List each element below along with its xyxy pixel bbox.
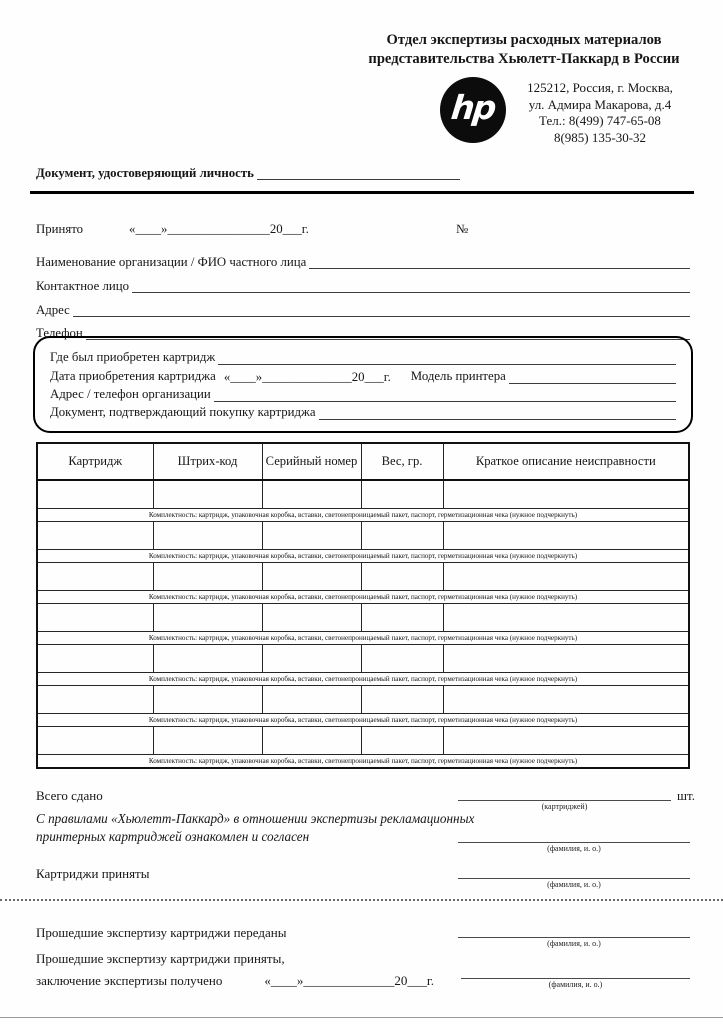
cartridges-accepted-signature <box>458 878 690 889</box>
tear-off-dotted-line <box>0 899 723 901</box>
table-cell-empty <box>443 522 689 550</box>
kit-note-row <box>37 714 689 727</box>
received-caption: (фамилия, и. о.) <box>548 980 603 989</box>
col-header-barcode: Штрих-код <box>153 443 262 480</box>
kit-note-row <box>37 673 689 686</box>
total-signature <box>458 800 671 811</box>
table-cell-empty <box>443 563 689 591</box>
kit-note: Комплектность: картридж, упаковочная коробка, вставки, светонепроницаемый пакет, паспорт, герметизационная чека (нужное подчеркнуть) <box>37 673 689 686</box>
received-line1: Прошедшие экспертизу картриджи приняты, <box>36 951 285 966</box>
kit-note: Комплектность: картридж, упаковочная коробка, вставки, светонепроницаемый пакет, паспорт, герметизационная чека (нужное подчеркнуть) <box>37 714 689 727</box>
address-line: Тел.: 8(499) 747-65-08 <box>539 113 661 128</box>
table-cell-empty <box>262 604 361 632</box>
table-cell-empty <box>262 686 361 714</box>
purchase-org-contact-blank <box>214 387 676 402</box>
received-date-row <box>36 968 456 988</box>
table-cell-empty <box>443 727 689 755</box>
purchase-doc-row <box>50 402 676 420</box>
purchase-date-blank: «____»______________20___г. <box>223 369 391 384</box>
purchase-doc-blank <box>319 405 676 420</box>
table-row <box>37 522 689 550</box>
purchase-place-row <box>50 347 676 365</box>
passed-expertise-signature <box>458 937 690 948</box>
table-cell-empty <box>153 727 262 755</box>
printer-model-label: Модель принтера <box>410 368 506 383</box>
organization-name-blank <box>309 254 690 269</box>
hp-logo-text: hp <box>449 87 497 127</box>
page-bottom-edge <box>0 1017 723 1018</box>
total-caption: (картриджей) <box>541 802 588 811</box>
table-cell-empty <box>153 686 262 714</box>
table-row <box>37 645 689 673</box>
table-cell-empty <box>262 563 361 591</box>
total-signature-line <box>458 800 671 801</box>
contact-person-blank <box>132 278 690 293</box>
purchase-doc-label: Документ, подтверждающий покупку картриджа <box>50 405 316 419</box>
accepted-date-row <box>36 216 692 236</box>
address-blank <box>73 302 690 317</box>
purchase-info-box <box>33 336 693 433</box>
kit-note-row <box>37 632 689 645</box>
contact-person-row <box>36 273 690 293</box>
table-cell-empty <box>262 522 361 550</box>
identity-document-blank <box>257 165 460 180</box>
cartridges-accepted-label: Картриджи приняты <box>36 866 150 881</box>
kit-note: Комплектность: картридж, упаковочная коробка, вставки, светонепроницаемый пакет, паспорт, герметизационная чека (нужное подчеркнуть) <box>37 632 689 645</box>
phone-label: Телефон <box>36 326 83 340</box>
col-header-cartridge: Картридж <box>37 443 153 480</box>
identity-document-row <box>36 160 460 180</box>
table-cell-empty <box>443 645 689 673</box>
purchase-org-contact-label: Адрес / телефон организации <box>50 386 211 401</box>
table-cell-empty <box>37 645 153 673</box>
col-header-serial: Серийный номер <box>262 443 361 480</box>
kit-note: Комплектность: картридж, упаковочная коробка, вставки, светонепроницаемый пакет, паспорт, герметизационная чека (нужное подчеркнуть) <box>37 755 689 769</box>
form-title <box>352 31 696 69</box>
table-cell-empty <box>37 480 153 509</box>
received-date-blank: «____»______________20___г. <box>264 973 434 988</box>
hp-logo-icon <box>440 77 506 143</box>
section-divider <box>30 191 694 194</box>
table-cell-empty <box>443 480 689 509</box>
table-cell-empty <box>37 522 153 550</box>
agreement-caption: (фамилия, и. о.) <box>547 844 601 853</box>
table-cell-empty <box>262 645 361 673</box>
col-header-weight: Вес, гр. <box>361 443 443 480</box>
table-cell-empty <box>262 727 361 755</box>
agreement-signature-line <box>458 842 690 843</box>
purchase-place-blank <box>218 350 676 365</box>
printer-model-blank <box>509 369 676 384</box>
form-title-line2: представительства Хьюлетт-Паккард в России <box>368 51 680 67</box>
organization-name-row <box>36 249 690 269</box>
purchase-date-row <box>50 365 676 383</box>
table-cell-empty <box>443 604 689 632</box>
address-row <box>36 297 690 317</box>
table-cell-empty <box>361 522 443 550</box>
address-line: 125212, Россия, г. Москва, <box>527 80 673 95</box>
agreement-line2: принтерных картриджей ознакомлен и согласен <box>36 829 310 844</box>
contact-person-label: Контактное лицо <box>36 279 129 293</box>
kit-note-row <box>37 755 689 769</box>
received-signature-line <box>461 978 690 979</box>
received-line2: заключение экспертизы получено <box>36 973 223 988</box>
office-address <box>506 80 694 146</box>
table-cell-empty <box>361 480 443 509</box>
form-title-line1: Отдел экспертизы расходных материалов <box>386 32 662 48</box>
table-cell-empty <box>361 604 443 632</box>
table-row <box>37 480 689 509</box>
organization-name-label: Наименование организации / ФИО частного лица <box>36 255 307 269</box>
passed-expertise-label: Прошедшие экспертизу картриджи переданы <box>36 925 287 940</box>
cartridges-accepted-caption: (фамилия, и. о.) <box>547 880 601 889</box>
table-cell-empty <box>37 727 153 755</box>
table-cell-empty <box>153 604 262 632</box>
kit-note: Комплектность: картридж, упаковочная коробка, вставки, светонепроницаемый пакет, паспорт, герметизационная чека (нужное подчеркнуть) <box>37 550 689 563</box>
table-cell-empty <box>153 480 262 509</box>
cartridge-table <box>36 442 690 769</box>
identity-document-label: Документ, удостоверяющий личность <box>36 166 254 180</box>
cartridges-accepted-signature-line <box>458 878 690 879</box>
passed-expertise-caption: (фамилия, и. о.) <box>547 939 601 948</box>
received-signature <box>461 978 690 989</box>
table-cell-empty <box>153 563 262 591</box>
table-row <box>37 604 689 632</box>
col-header-defect: Краткое описание неисправности <box>443 443 689 480</box>
table-cell-empty <box>37 686 153 714</box>
table-cell-empty <box>153 522 262 550</box>
table-cell-empty <box>361 727 443 755</box>
total-label: Всего сдано <box>36 788 103 803</box>
table-cell-empty <box>37 563 153 591</box>
kit-note-row <box>37 509 689 522</box>
total-unit: шт. <box>677 788 695 803</box>
passed-expertise-signature-line <box>458 937 690 938</box>
address-line: 8(985) 135-30-32 <box>553 129 647 145</box>
kit-note: Комплектность: картридж, упаковочная коробка, вставки, светонепроницаемый пакет, паспорт, герметизационная чека (нужное подчеркнуть) <box>37 591 689 604</box>
table-row <box>37 727 689 755</box>
table-cell-empty <box>153 645 262 673</box>
accepted-date-blank: «____»________________20___г. <box>129 222 309 236</box>
table-cell-empty <box>262 480 361 509</box>
purchase-date-label: Дата приобретения картриджа <box>50 368 216 383</box>
agreement-signature <box>458 842 690 853</box>
table-row <box>37 686 689 714</box>
table-cell-empty <box>361 686 443 714</box>
cartridge-table-body <box>37 480 689 768</box>
claim-number-label: № <box>456 222 469 236</box>
agreement-line1: С правилами «Хьюлетт-Паккард» в отношении экспертизы рекламационных <box>36 811 475 826</box>
table-cell-empty <box>361 563 443 591</box>
table-row <box>37 563 689 591</box>
table-cell-empty <box>37 604 153 632</box>
table-cell-empty <box>361 645 443 673</box>
table-header-row <box>37 443 689 480</box>
purchase-place-label: Где был приобретен картридж <box>50 350 216 365</box>
address-line: ул. Адмира Макарова, д.4 <box>528 96 672 112</box>
kit-note-row <box>37 591 689 604</box>
purchase-org-contact-row <box>50 384 676 402</box>
table-cell-empty <box>443 686 689 714</box>
kit-note-row <box>37 550 689 563</box>
address-label: Адрес <box>36 303 70 317</box>
accepted-label: Принято <box>36 222 84 236</box>
kit-note: Комплектность: картридж, упаковочная коробка, вставки, светонепроницаемый пакет, паспорт, герметизационная чека (нужное подчеркнуть) <box>37 509 689 522</box>
